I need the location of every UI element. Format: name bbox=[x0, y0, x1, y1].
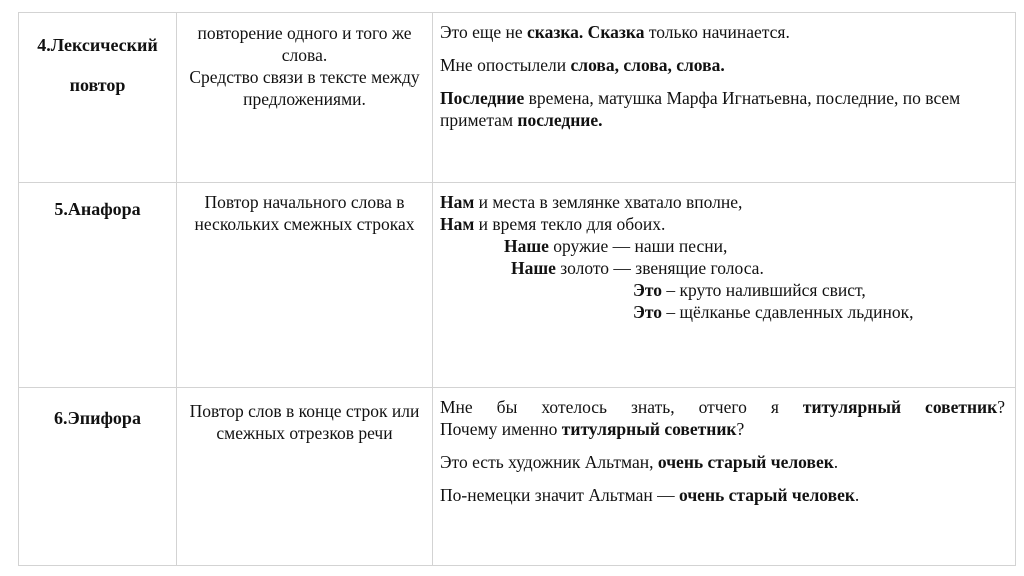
example-line bbox=[440, 301, 1005, 323]
definition-text bbox=[177, 13, 432, 110]
table-row bbox=[19, 13, 1016, 183]
table-row bbox=[19, 183, 1016, 387]
example-fragment: . bbox=[833, 451, 839, 472]
example-line bbox=[440, 235, 1005, 257]
term-cell bbox=[19, 387, 177, 565]
definition-line: повторение одного и того же слова. bbox=[197, 23, 412, 65]
definition-cell bbox=[177, 387, 433, 565]
example-fragment-bold: титулярный советник bbox=[802, 396, 998, 417]
example-line bbox=[440, 213, 1005, 235]
example-line bbox=[440, 396, 1005, 418]
example-fragment: Это еще не bbox=[440, 22, 527, 42]
example-line bbox=[440, 451, 1005, 473]
example-fragment-bold: сказка. Сказка bbox=[527, 22, 645, 42]
example-fragment: ? bbox=[997, 396, 1005, 417]
example-fragment-bold: слова, слова, слова. bbox=[570, 55, 725, 75]
example-fragment-bold: Наше bbox=[511, 258, 556, 279]
example-fragment: времена, матушка Марфа Игнатьевна, последние, по всем приметам bbox=[440, 88, 961, 130]
example-fragment-bold: очень старый человек bbox=[679, 484, 855, 505]
term-label: 5.Анафора bbox=[54, 199, 141, 220]
example-line bbox=[440, 87, 1005, 131]
example-line bbox=[440, 257, 1005, 279]
example-fragment: Мне опостылели bbox=[440, 55, 571, 75]
term-label: 4.Лексический повтор bbox=[37, 35, 158, 95]
example-fragment: – круто налившийся свист, bbox=[661, 280, 866, 301]
example-line bbox=[440, 54, 1005, 76]
example-fragment-bold: Это bbox=[633, 280, 662, 301]
definition-cell bbox=[177, 13, 433, 183]
figures-of-speech-table bbox=[18, 12, 1016, 566]
definition-text: Повтор слов в конце строк или смежных отрезков речи bbox=[189, 400, 420, 443]
example-line bbox=[440, 279, 1005, 301]
example-fragment: и места в землянке хватало вполне, bbox=[474, 192, 743, 213]
definition-text: Повтор начального слова в нескольких смежных строках bbox=[194, 192, 415, 235]
example-text bbox=[433, 183, 1015, 323]
example-fragment-bold: Нам bbox=[440, 214, 475, 235]
example-cell bbox=[433, 387, 1016, 565]
example-line bbox=[440, 484, 1005, 506]
term-cell bbox=[19, 13, 177, 183]
example-fragment: ? bbox=[736, 418, 745, 439]
table-row bbox=[19, 387, 1016, 565]
example-fragment-bold: очень старый человек bbox=[657, 451, 834, 472]
example-fragment: Мне бы хотелось знать, отчего я bbox=[440, 396, 803, 417]
example-line bbox=[440, 191, 1005, 213]
example-fragment: золото — звенящие голоса. bbox=[555, 258, 764, 279]
term-cell bbox=[19, 183, 177, 387]
example-text bbox=[433, 388, 1015, 506]
example-fragment-bold: Наше bbox=[504, 236, 549, 257]
example-fragment: и время текло для обоих. bbox=[474, 214, 666, 235]
example-fragment-bold: Это bbox=[633, 302, 662, 323]
example-line bbox=[440, 21, 1005, 43]
example-fragment: Почему именно bbox=[440, 418, 562, 439]
example-fragment: – щёлканье сдавленных льдинок, bbox=[661, 302, 914, 323]
definition-line: Средство связи в тексте между предложениями. bbox=[189, 67, 420, 109]
example-fragment-bold: последние. bbox=[517, 110, 603, 130]
term-label: 6.Эпифора bbox=[54, 407, 141, 428]
example-fragment: оружие — наши песни, bbox=[548, 236, 728, 257]
example-fragment: Это есть художник Альтман, bbox=[440, 451, 658, 472]
example-fragment: только начинается. bbox=[644, 22, 790, 42]
example-cell bbox=[433, 183, 1016, 387]
example-cell bbox=[433, 13, 1016, 183]
example-fragment: . bbox=[854, 484, 860, 505]
example-text bbox=[433, 13, 1015, 131]
example-fragment-bold: Последние bbox=[440, 88, 525, 108]
example-line bbox=[440, 418, 1005, 440]
definition-cell bbox=[177, 183, 433, 387]
example-fragment-bold: Нам bbox=[440, 192, 475, 213]
example-fragment: По-немецки значит Альтман — bbox=[440, 484, 680, 505]
example-fragment-bold: титулярный советник bbox=[561, 418, 737, 439]
